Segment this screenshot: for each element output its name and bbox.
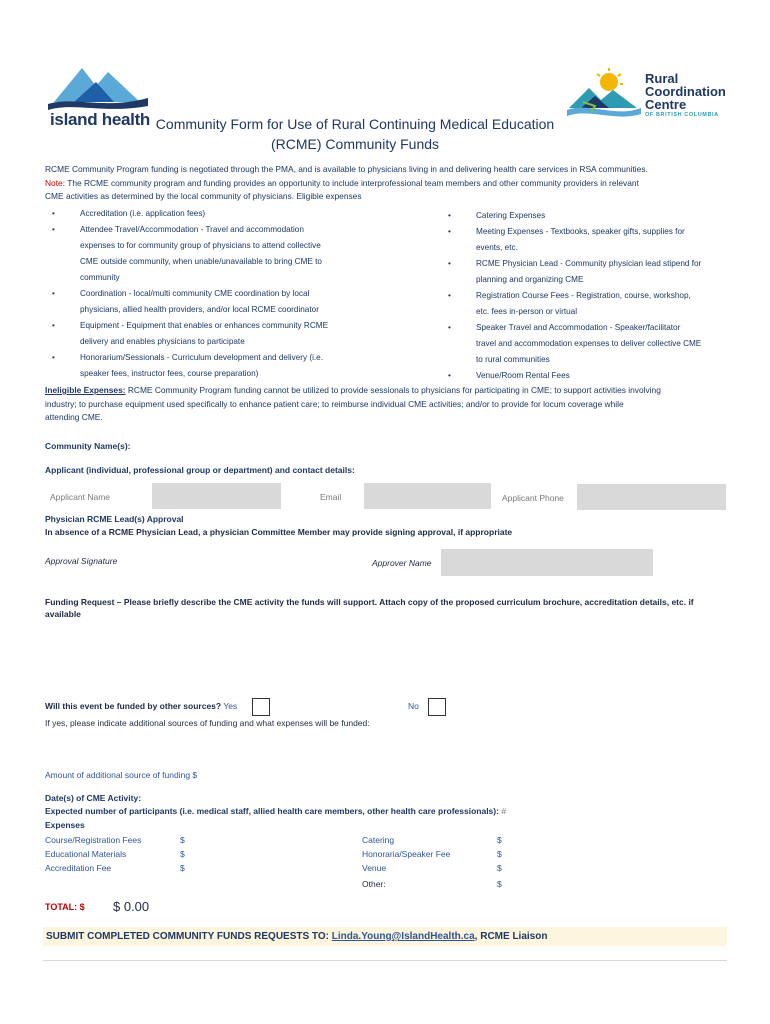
bullet-icon: • bbox=[448, 323, 451, 332]
eligible-left-item bbox=[52, 222, 382, 238]
bullet-indent bbox=[52, 334, 80, 350]
eligible-right-text: Venue/Room Rental Fees bbox=[476, 371, 570, 380]
expense-row bbox=[45, 861, 185, 875]
bullet-icon: • bbox=[448, 259, 451, 268]
eligible-right-item bbox=[448, 288, 733, 304]
email-field[interactable] bbox=[364, 483, 491, 509]
bullet-indent bbox=[52, 270, 80, 286]
expense-label: Honoraria/Speaker Fee bbox=[362, 849, 451, 859]
intro-line-3: CME activities as determined by the local community of physicians. Eligible expenses bbox=[45, 191, 362, 201]
other-sources-text: Will this event be funded by other sources? bbox=[45, 701, 222, 711]
eligible-left-item bbox=[52, 238, 382, 254]
eligible-right-item bbox=[448, 224, 733, 240]
applicant-phone-label: Applicant Phone bbox=[502, 493, 564, 503]
eligible-left-item bbox=[52, 334, 382, 350]
bullet-icon: • bbox=[52, 289, 55, 298]
expense-row bbox=[362, 877, 502, 891]
eligible-right-item bbox=[448, 272, 733, 288]
eligible-left-item bbox=[52, 302, 382, 318]
expense-label: Catering bbox=[362, 835, 395, 845]
applicant-name-field[interactable] bbox=[152, 483, 281, 509]
eligible-left-text: delivery and enables physicians to participate bbox=[80, 337, 245, 346]
amount-additional-label: Amount of additional source of funding $ bbox=[45, 770, 198, 780]
eligible-right-item bbox=[448, 208, 733, 224]
approver-name-field[interactable] bbox=[441, 549, 653, 576]
eligible-right-text: Speaker Travel and Accommodation - Speaker/facilitator bbox=[476, 323, 681, 332]
eligible-left-text: expenses to for community group of physicians to attend collective bbox=[80, 241, 321, 250]
bullet-indent bbox=[448, 272, 476, 288]
eligible-right-text: to rural communities bbox=[476, 355, 550, 364]
intro-line-1: RCME Community Program funding is negotiated through the PMA, and is available to physicians living in and delivering health care services in RSA communities. bbox=[45, 164, 648, 174]
bullet-indent bbox=[448, 240, 476, 256]
no-checkbox[interactable] bbox=[428, 698, 446, 716]
rcc-line-2: Coordination bbox=[645, 84, 726, 99]
expense-row bbox=[362, 847, 502, 861]
eligible-left-text: speaker fees, instructor fees, course preparation) bbox=[80, 369, 259, 378]
eligible-right-text: Meeting Expenses - Textbooks, speaker gifts, supplies for bbox=[476, 227, 685, 236]
bullet-icon: • bbox=[448, 211, 451, 220]
bullet-indent bbox=[448, 304, 476, 320]
expenses-heading: Expenses bbox=[45, 820, 85, 830]
expense-amount-field[interactable]: $ bbox=[497, 879, 502, 889]
title-line-1: Community Form for Use of Rural Continuing Medical Education bbox=[155, 116, 555, 132]
rcc-title bbox=[645, 72, 726, 111]
applicant-name-label: Applicant Name bbox=[50, 492, 111, 502]
eligible-right-text: travel and accommodation expenses to deliver collective CME bbox=[476, 339, 702, 348]
approver-name-label: Approver Name bbox=[372, 558, 432, 568]
eligible-left-text: CME outside community, when unable/unavailable to bring CME to bbox=[80, 257, 322, 266]
total-value: $ 0.00 bbox=[113, 899, 150, 914]
ineligible-line-1 bbox=[45, 384, 725, 398]
expense-row bbox=[362, 861, 502, 875]
yes-checkbox[interactable] bbox=[252, 698, 270, 716]
funding-request-label bbox=[45, 596, 735, 620]
other-sources-question bbox=[45, 701, 237, 711]
eligible-left-text: Honorarium/Sessionals - Curriculum development and delivery (i.e. bbox=[80, 353, 323, 362]
community-names-label: Community Name(s): bbox=[45, 441, 131, 451]
expense-label: Other: bbox=[362, 879, 386, 889]
eligible-left-item bbox=[52, 254, 382, 270]
eligible-left-text: Coordination - local/multi community CME coordination by local bbox=[80, 289, 310, 298]
bullet-indent bbox=[52, 254, 80, 270]
applicant-heading: Applicant (individual, professional group or department) and contact details: bbox=[45, 465, 355, 475]
mountain-logo-icon bbox=[44, 60, 154, 112]
if-yes-label: If yes, please indicate additional sources of funding and what expenses will be funded: bbox=[45, 718, 370, 728]
bullet-indent bbox=[52, 302, 80, 318]
approval-signature-label: Approval Signature bbox=[45, 556, 118, 566]
eligible-right-text: etc. fees in-person or virtual bbox=[476, 307, 578, 316]
intro-line-2 bbox=[45, 177, 725, 191]
ineligible-text-1: RCME Community Program funding cannot be utilized to provide sessionals to physicians for participating in CME; to support activities involving bbox=[125, 385, 661, 395]
expenses-left-list bbox=[45, 833, 185, 875]
expense-label: Course/Registration Fees bbox=[45, 835, 142, 845]
expense-row bbox=[362, 833, 502, 847]
funding-request-line-2: available bbox=[45, 609, 81, 619]
eligible-left-item bbox=[52, 270, 382, 286]
eligible-left-text: community bbox=[80, 273, 120, 282]
rcc-line-1: Rural bbox=[645, 71, 679, 86]
eligible-expenses-right bbox=[448, 208, 733, 384]
expected-participants-row bbox=[45, 806, 506, 816]
ineligible-line-2: industry; to purchase equipment used specifically to enhance patient care; to reimburse individual CME activities; and/or to provide for locum coverage while bbox=[45, 398, 624, 409]
eligible-right-item bbox=[448, 336, 733, 352]
rcc-subtitle: OF BRITISH COLUMBIA bbox=[645, 112, 719, 118]
dates-label: Date(s) of CME Activity: bbox=[45, 793, 142, 803]
submit-instructions bbox=[43, 927, 727, 946]
expense-amount-field[interactable]: $ bbox=[180, 849, 185, 859]
bullet-indent bbox=[448, 352, 476, 368]
eligible-left-item bbox=[52, 350, 382, 366]
expense-amount-field[interactable]: $ bbox=[497, 835, 502, 845]
expense-amount-field[interactable]: $ bbox=[497, 849, 502, 859]
note-label: Note: bbox=[45, 177, 66, 188]
eligible-left-text: Accreditation (i.e. application fees) bbox=[80, 209, 206, 218]
eligible-left-text: physicians, allied health providers, and/or local RCME coordinator bbox=[80, 305, 319, 314]
eligible-right-text: events, etc. bbox=[476, 243, 518, 252]
applicant-phone-field[interactable] bbox=[577, 484, 726, 510]
eligible-left-item bbox=[52, 286, 382, 302]
expense-label: Educational Materials bbox=[45, 849, 127, 859]
submit-suffix: , RCME Liaison bbox=[474, 931, 548, 942]
eligible-left-item bbox=[52, 206, 382, 222]
sun-mountain-logo-icon bbox=[565, 68, 643, 120]
yes-label: Yes bbox=[223, 701, 238, 711]
bullet-icon: • bbox=[448, 227, 451, 236]
eligible-right-item bbox=[448, 368, 733, 384]
eligible-right-text: Registration Course Fees - Registration, course, workshop, bbox=[476, 291, 691, 300]
lead-approval-heading: Physician RCME Lead(s) Approval bbox=[45, 514, 184, 524]
rcc-line-3: Centre bbox=[645, 97, 687, 112]
eligible-right-item bbox=[448, 240, 733, 256]
no-label: No bbox=[408, 701, 419, 711]
eligible-left-item bbox=[52, 366, 382, 382]
bullet-icon: • bbox=[448, 291, 451, 300]
expense-row bbox=[45, 847, 185, 861]
rcc-logo bbox=[565, 68, 735, 128]
bullet-icon: • bbox=[52, 321, 55, 330]
ineligible-paragraph bbox=[45, 384, 725, 425]
email-label: Email bbox=[320, 492, 342, 502]
liaison-email-link[interactable]: Linda.Young@IslandHealth.ca bbox=[331, 931, 475, 942]
eligible-left-text: Equipment - Equipment that enables or enhances community RCME bbox=[80, 321, 329, 330]
eligible-right-text: Catering Expenses bbox=[476, 211, 546, 220]
document-title bbox=[120, 114, 590, 154]
intro-paragraph bbox=[45, 163, 725, 204]
expense-amount-field[interactable]: $ bbox=[180, 863, 185, 873]
total-label: TOTAL: $ bbox=[45, 902, 85, 912]
bullet-icon: • bbox=[52, 353, 55, 362]
ineligible-line-3: attending CME. bbox=[45, 412, 103, 422]
eligible-left-text: Attendee Travel/Accommodation - Travel and accommodation bbox=[80, 225, 304, 234]
absence-note: In absence of a RCME Physician Lead, a physician Committee Member may provide signing approval, if appropriate bbox=[45, 527, 513, 537]
expenses-right-list bbox=[362, 833, 502, 891]
island-health-wordmark: island health bbox=[50, 110, 151, 129]
expense-label: Venue bbox=[362, 863, 387, 873]
bullet-icon: • bbox=[448, 371, 451, 380]
eligible-right-text: planning and organizing CME bbox=[476, 275, 584, 284]
expense-row bbox=[45, 833, 185, 847]
participants-hash: # bbox=[501, 806, 507, 816]
expense-label: Accreditation Fee bbox=[45, 863, 112, 873]
eligible-right-item bbox=[448, 304, 733, 320]
bullet-icon: • bbox=[52, 209, 55, 218]
ineligible-label: Ineligible Expenses: bbox=[45, 385, 126, 395]
expected-participants-label: Expected number of participants (i.e. medical staff, allied health care members, other health care professionals): bbox=[45, 806, 499, 816]
eligible-right-item bbox=[448, 352, 733, 368]
note-text: The RCME community program and funding provides an opportunity to include interprofessional team members and other community providers in relevant bbox=[65, 177, 639, 188]
submit-prefix: SUBMIT COMPLETED COMMUNITY FUNDS REQUESTS TO: bbox=[46, 931, 332, 942]
title-line-2: (RCME) Community Funds bbox=[270, 136, 440, 152]
bullet-indent bbox=[52, 238, 80, 254]
eligible-right-text: RCME Physician Lead - Community physician lead stipend for bbox=[476, 259, 702, 268]
bullet-icon: • bbox=[52, 225, 55, 234]
bullet-indent bbox=[448, 336, 476, 352]
bullet-indent bbox=[52, 366, 80, 382]
expense-amount-field[interactable]: $ bbox=[497, 863, 502, 873]
funding-request-line-1: Funding Request – Please briefly describe the CME activity the funds will support. Attach copy of the proposed curriculum brochure, accreditation details, etc. if bbox=[45, 597, 694, 607]
eligible-right-item bbox=[448, 320, 733, 336]
eligible-left-item bbox=[52, 318, 382, 334]
expense-amount-field[interactable]: $ bbox=[180, 835, 185, 845]
eligible-right-item bbox=[448, 256, 733, 272]
eligible-expenses-left bbox=[52, 206, 382, 382]
footer-divider bbox=[43, 960, 727, 961]
